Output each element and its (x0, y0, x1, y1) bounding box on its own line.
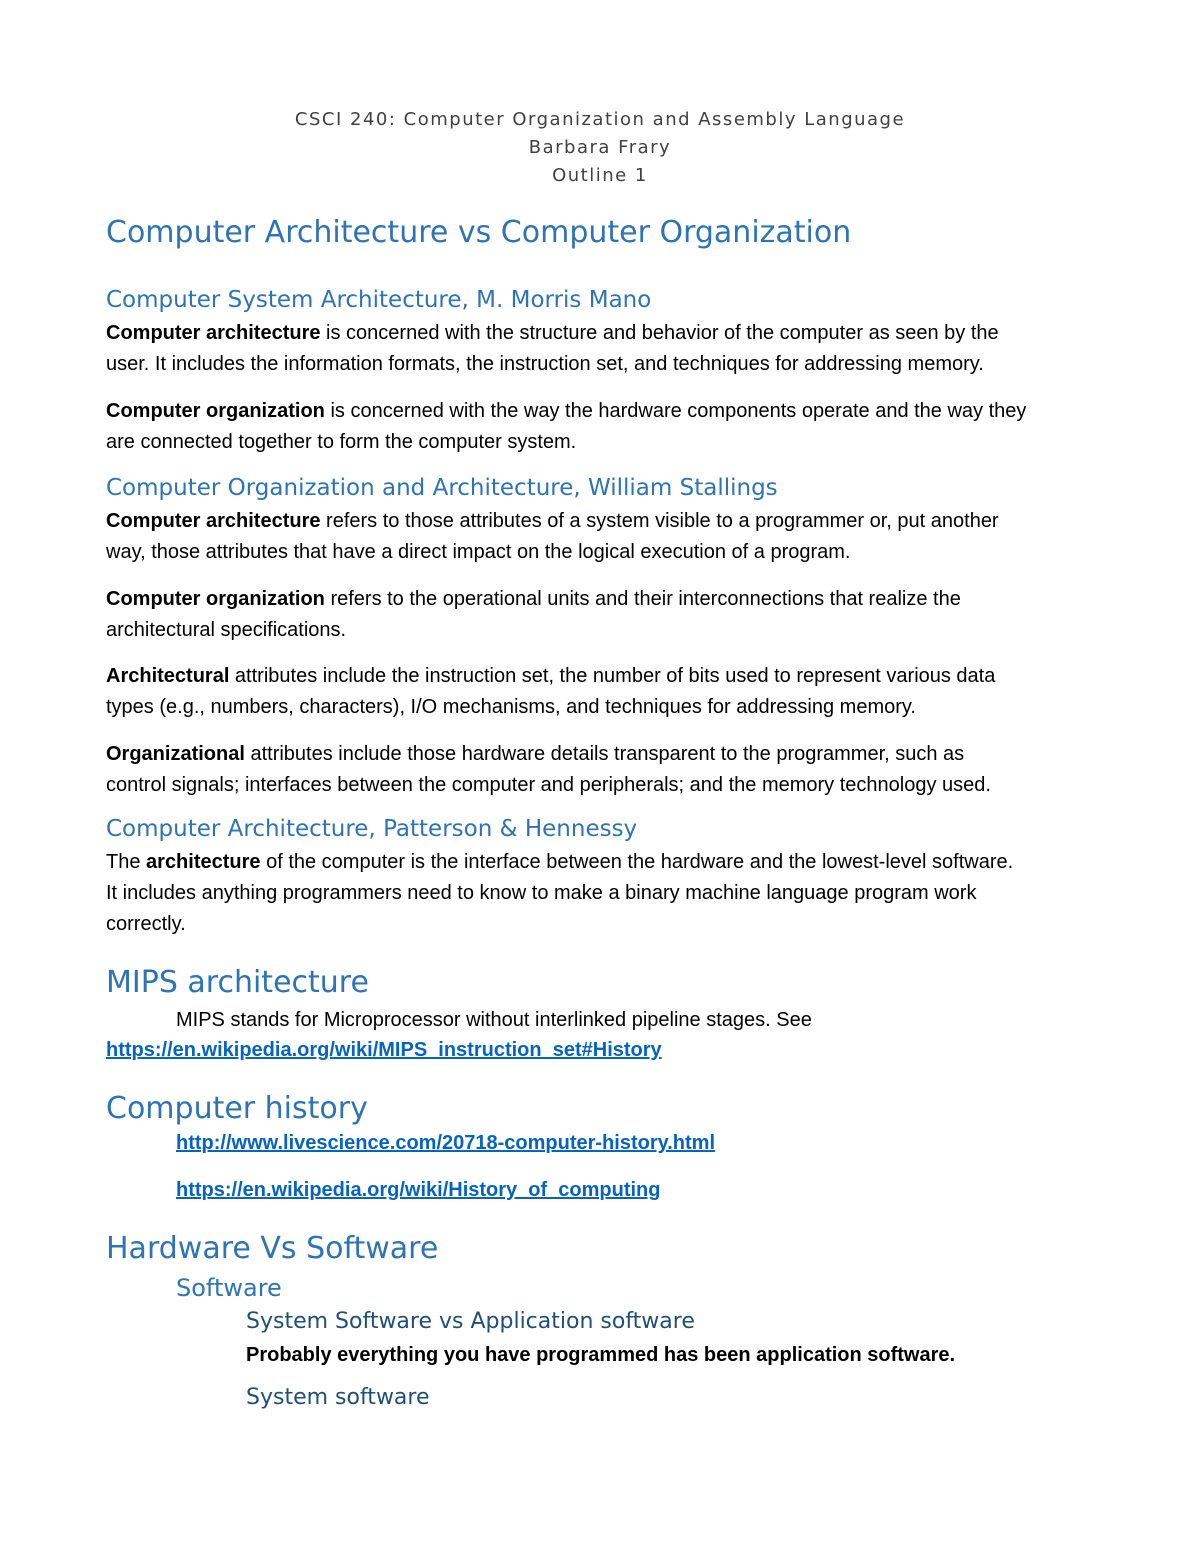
outline-label: Outline 1 (552, 165, 648, 186)
wikipedia-history-link[interactable]: https://en.wikipedia.org/wiki/History_of_computing (176, 1179, 661, 1201)
paragraph-mano-architecture: Computer architecture is concerned with the structure and behavior of the computer as seen by the user. It includes the information formats, the instruction set, and techniques for addressing memory. (106, 322, 999, 375)
paragraph-stallings-organization: Computer organization refers to the operational units and their interconnections that realize the architectural specifications. (106, 588, 961, 641)
paragraph-patterson: The architecture of the computer is the interface between the hardware and the lowest-level software. It includes anything programmers need to know to make a binary machine language program work correctly. (106, 851, 1014, 935)
heading-patterson: Computer Architecture, Patterson & Hennessy (106, 816, 638, 842)
heading-system-vs-application: System Software vs Application software (246, 1309, 695, 1334)
course-title: CSCI 240: Computer Organization and Assembly Language (294, 109, 906, 130)
mips-history-link[interactable]: https://en.wikipedia.org/wiki/MIPS_instruction_set#History (106, 1039, 662, 1061)
paragraph-stallings-architecture: Computer architecture refers to those attributes of a system visible to a programmer or, put another way, those attributes that have a direct impact on the logical execution of a program. (106, 510, 999, 563)
paragraph-architectural-attributes: Architectural attributes include the instruction set, the number of bits used to represent various data types (e.g., numbers, characters), I/O mechanisms, and techniques for addressing memory. (106, 665, 996, 718)
term-organizational: Organizational (106, 743, 245, 765)
heading-stallings: Computer Organization and Architecture, William Stallings (106, 475, 778, 501)
term-computer-architecture: Computer architecture (106, 510, 321, 532)
heading-mips: MIPS architecture (106, 965, 369, 1000)
paragraph-mano-organization: Computer organization is concerned with the way the hardware components operate and the way they are connected together to form the computer system. (106, 400, 1027, 453)
heading-arch-vs-org: Computer Architecture vs Computer Organization (106, 215, 852, 250)
paragraph-application-software: Probably everything you have programmed has been application software. (246, 1344, 956, 1366)
term-architectural: Architectural (106, 665, 230, 687)
mips-text: MIPS stands for Microprocessor without interlinked pipeline stages. See (176, 1009, 812, 1031)
heading-hardware-vs-software: Hardware Vs Software (106, 1231, 439, 1266)
heading-software: Software (176, 1274, 282, 1302)
heading-system-software: System software (246, 1385, 430, 1410)
heading-mano: Computer System Architecture, M. Morris Mano (106, 287, 652, 313)
term-computer-architecture: Computer architecture (106, 322, 321, 344)
term-computer-organization: Computer organization (106, 400, 325, 422)
term-architecture: architecture (146, 851, 261, 873)
term-computer-organization: Computer organization (106, 588, 325, 610)
heading-computer-history: Computer history (106, 1091, 368, 1126)
author-name: Barbara Frary (528, 137, 672, 158)
paragraph-organizational-attributes: Organizational attributes include those hardware details transparent to the programmer, such as control signals; interfaces between the computer and peripherals; and the memory technology used. (106, 743, 991, 796)
livescience-link[interactable]: http://www.livescience.com/20718-computer-history.html (176, 1132, 716, 1154)
